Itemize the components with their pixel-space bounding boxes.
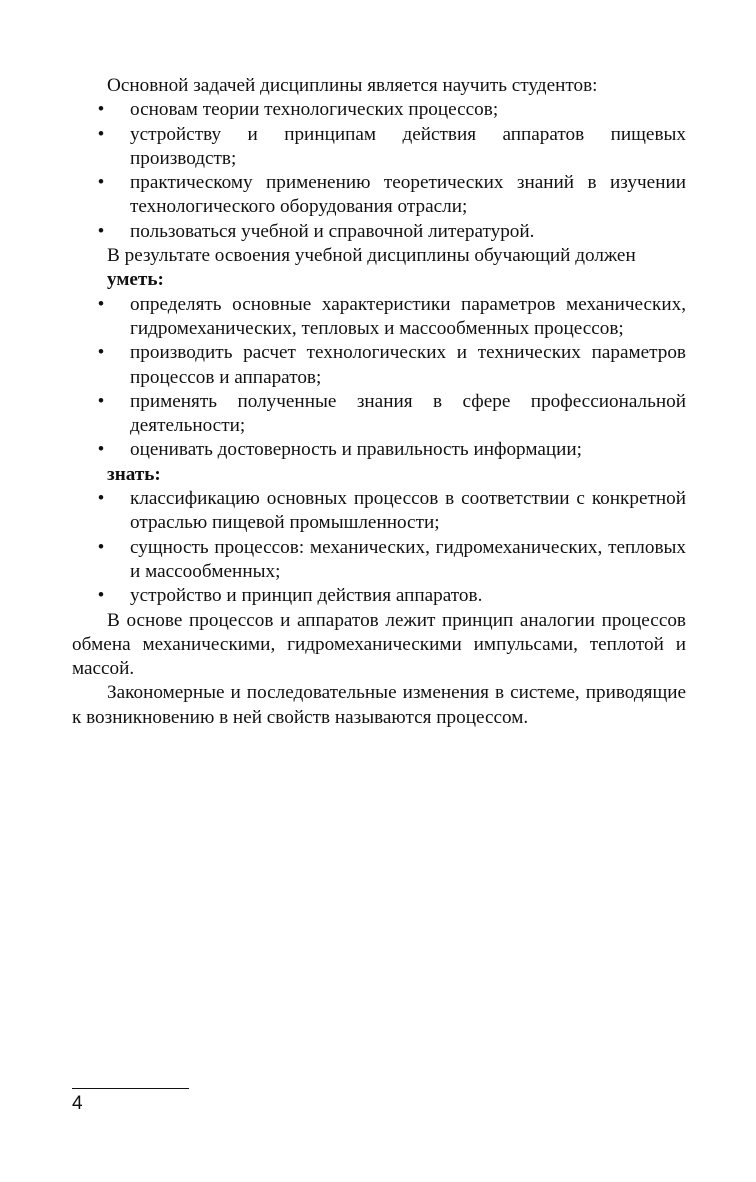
definition-paragraph: Закономерные и последовательные изменения в системе, приводящие к возникновению в ней свойств называются процессом. (72, 682, 686, 728)
knowledge-label: знать: (107, 463, 161, 485)
list-item: • классификацию основных процессов в соответствии с конкретной отраслью пищевой промышленности; (72, 487, 686, 536)
bullet-icon: • (97, 488, 105, 510)
list-item: • практическому применению теоретических знаний в изучении технологического оборудования отрасли; (72, 171, 686, 220)
list-item: • устройство и принцип действия аппаратов. (72, 584, 686, 608)
bullet-icon: • (97, 293, 105, 315)
footnote-divider (72, 1088, 189, 1089)
bullet-icon: • (97, 342, 105, 364)
result-paragraph: В результате освоения учебной дисциплины обучающий должен (107, 245, 636, 267)
intro-paragraph: Основной задачей дисциплины является научить студентов: (107, 75, 598, 96)
list-item: • применять полученные знания в сфере профессиональной деятельности; (72, 390, 686, 439)
page-number: 4 (72, 1093, 83, 1114)
list-item: • устройству и принципам действия аппаратов пищевых производств; (72, 123, 686, 172)
skills-label: уметь: (107, 269, 164, 291)
bullet-icon: • (97, 536, 105, 558)
analogy-paragraph: В основе процессов и аппаратов лежит принцип аналогии процессов обмена механическими, гидромеханическими импульсами, теплотой и массой. (72, 609, 686, 680)
bullet-icon: • (97, 220, 105, 242)
bullet-icon: • (97, 172, 105, 194)
bullet-icon: • (97, 585, 105, 607)
bullet-icon: • (97, 99, 105, 121)
list-item: • оценивать достоверность и правильность информации; (72, 438, 686, 462)
list-item: • производить расчет технологических и технических параметров процессов и аппаратов; (72, 341, 686, 390)
knowledge-list (72, 487, 686, 608)
list-item: • основам теории технологических процессов; (72, 98, 686, 122)
skills-list (72, 293, 686, 463)
list-item: • сущность процессов: механических, гидромеханических, тепловых и массообменных; (72, 536, 686, 585)
page-body (72, 74, 686, 730)
bullet-icon: • (97, 123, 105, 145)
list-item: • определять основные характеристики параметров механических, гидромеханических, тепловых и массообменных процессов; (72, 293, 686, 342)
goals-list (72, 98, 686, 244)
list-item: • пользоваться учебной и справочной литературой. (72, 220, 686, 244)
bullet-icon: • (97, 439, 105, 461)
bullet-icon: • (97, 390, 105, 412)
